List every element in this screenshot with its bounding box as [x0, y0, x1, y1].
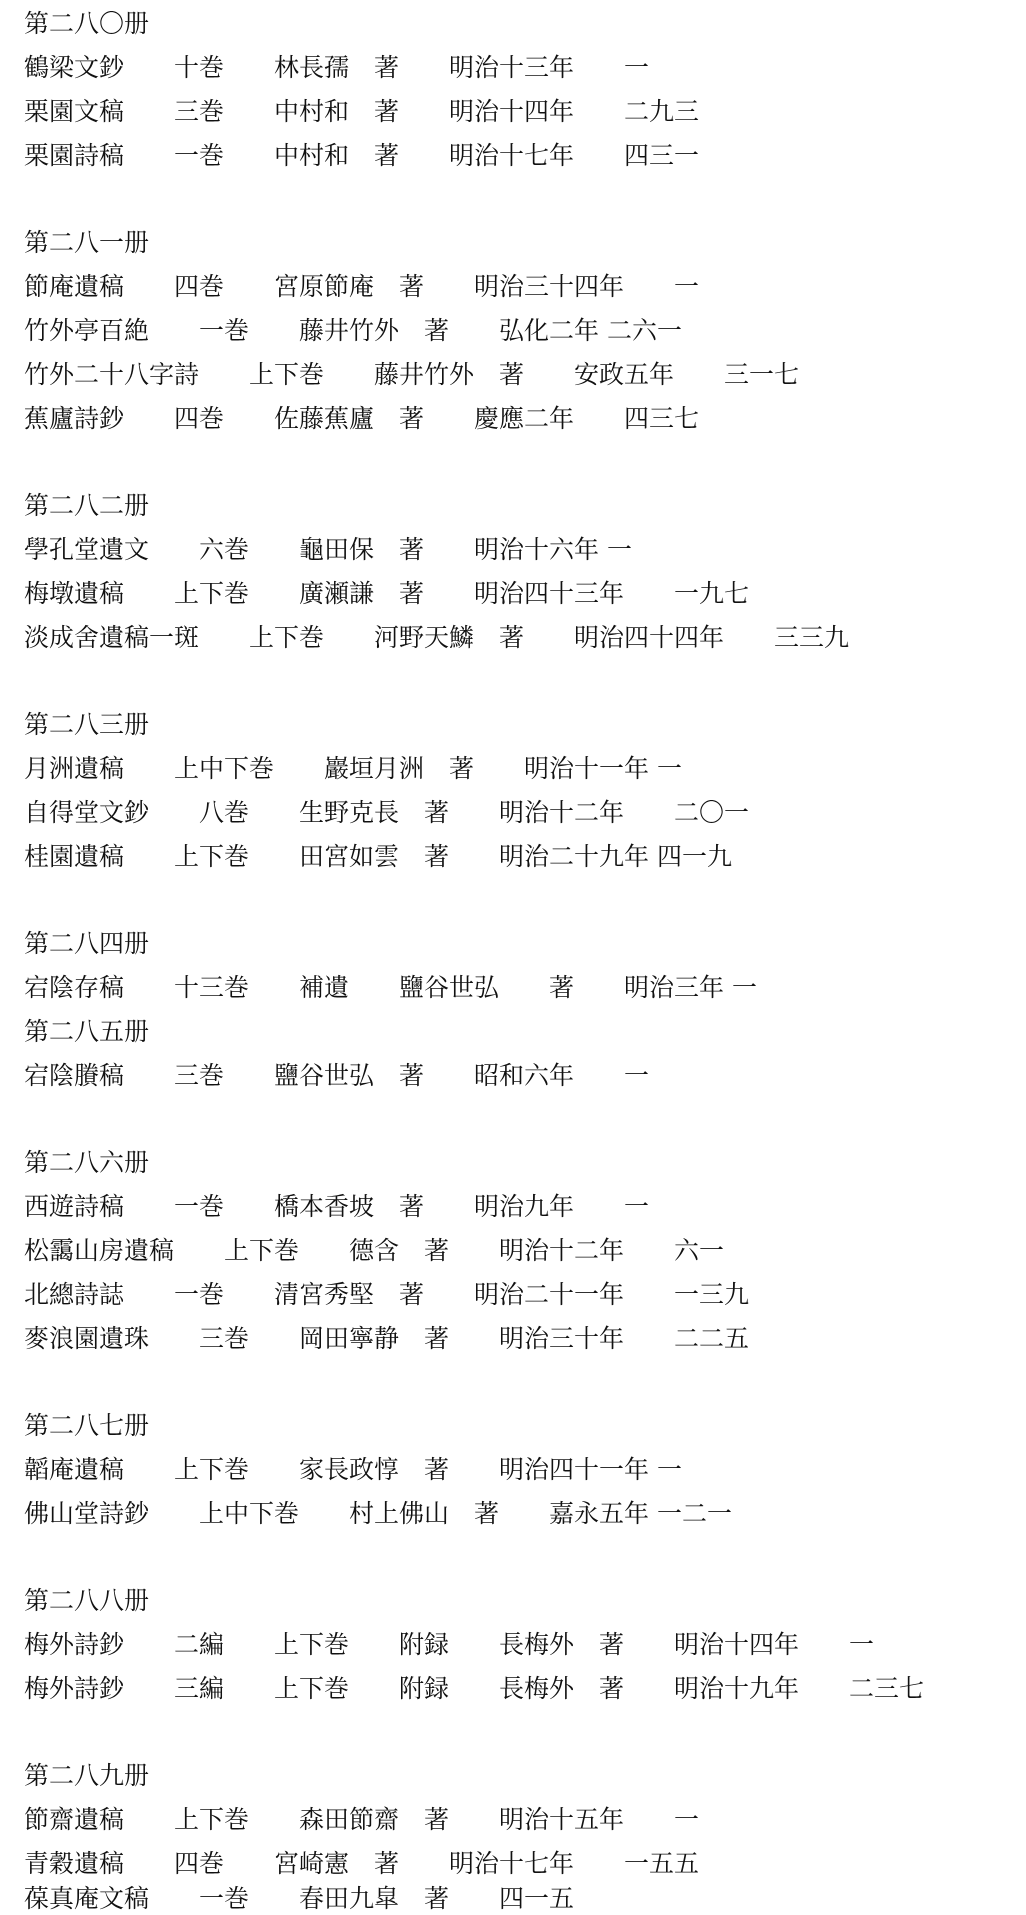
catalog-entry: 韜庵遺稿 上下巻 家長政惇 著 明治四十一年 一	[24, 1455, 682, 1484]
catalog-entry: 梅墩遺稿 上下巻 廣瀬謙 著 明治四十三年 一九七	[24, 579, 750, 608]
catalog-entry: 梅外詩鈔 二編 上下巻 附録 長梅外 著 明治十四年 一	[24, 1630, 875, 1659]
catalog-entry: 節齋遺稿 上下巻 森田節齋 著 明治十五年 一	[24, 1805, 700, 1834]
catalog-entry: 月洲遺稿 上中下巻 巖垣月洲 著 明治十一年 一	[24, 754, 682, 783]
catalog-entry: 桂園遺稿 上下巻 田宮如雲 著 明治二十九年 四一九	[24, 842, 732, 871]
catalog-entry: 北總詩誌 一巻 清宮秀堅 著 明治二十一年 一三九	[24, 1280, 750, 1309]
catalog-entry: 淡成舍遺稿一斑 上下巻 河野天鱗 著 明治四十四年 三三九	[24, 623, 850, 652]
volume-heading-286: 第二八六册	[24, 1148, 150, 1177]
catalog-entry: 學孔堂遺文 六巻 龜田保 著 明治十六年 一	[24, 535, 632, 564]
volume-heading-284: 第二八四册	[24, 929, 150, 958]
volume-heading-280: 第二八〇册	[24, 9, 150, 38]
volume-heading-288: 第二八八册	[24, 1586, 150, 1615]
catalog-entry: 松靄山房遺稿 上下巻 德含 著 明治十二年 六一	[24, 1236, 725, 1265]
catalog-entry: 梅外詩鈔 三編 上下巻 附録 長梅外 著 明治十九年 二三七	[24, 1674, 925, 1703]
catalog-entry: 竹外二十八字詩 上下巻 藤井竹外 著 安政五年 三一七	[24, 360, 800, 389]
volume-heading-281: 第二八一册	[24, 228, 150, 257]
volume-heading-283: 第二八三册	[24, 710, 150, 739]
catalog-entry: 西遊詩稿 一巻 橋本香坡 著 明治九年 一	[24, 1192, 650, 1221]
volume-heading-289: 第二八九册	[24, 1761, 150, 1790]
catalog-entry: 竹外亭百絶 一巻 藤井竹外 著 弘化二年 二六一	[24, 316, 682, 345]
catalog-entry: 自得堂文鈔 八巻 生野克長 著 明治十二年 二〇一	[24, 798, 750, 827]
catalog-entry: 節庵遺稿 四巻 宮原節庵 著 明治三十四年 一	[24, 272, 700, 301]
catalog-entry: 鶴梁文鈔 十巻 林長孺 著 明治十三年 一	[24, 53, 650, 82]
catalog-entry: 佛山堂詩鈔 上中下巻 村上佛山 著 嘉永五年 一二一	[24, 1499, 732, 1528]
catalog-entry: 栗園詩稿 一巻 中村和 著 明治十七年 四三一	[24, 141, 700, 170]
catalog-entry: 宕陰存稿 十三巻 補遺 鹽谷世弘 著 明治三年 一	[24, 973, 757, 1002]
catalog-entry: 蕉廬詩鈔 四巻 佐藤蕉廬 著 慶應二年 四三七	[24, 404, 700, 433]
catalog-entry: 青穀遺稿 四巻 宮崎憲 著 明治十七年 一五五	[24, 1849, 700, 1878]
catalog-entry: 栗園文稿 三巻 中村和 著 明治十四年 二九三	[24, 97, 700, 126]
catalog-entry: 麥浪園遺珠 三巻 岡田寧静 著 明治三十年 二二五	[24, 1324, 750, 1353]
volume-heading-282: 第二八二册	[24, 491, 150, 520]
volume-heading-287: 第二八七册	[24, 1411, 150, 1440]
catalog-entry: 葆真庵文稿 一巻 春田九皐 著 四一五	[24, 1884, 575, 1913]
catalog-entry: 宕陰賸稿 三巻 鹽谷世弘 著 昭和六年 一	[24, 1061, 650, 1090]
volume-heading-285: 第二八五册	[24, 1017, 150, 1046]
